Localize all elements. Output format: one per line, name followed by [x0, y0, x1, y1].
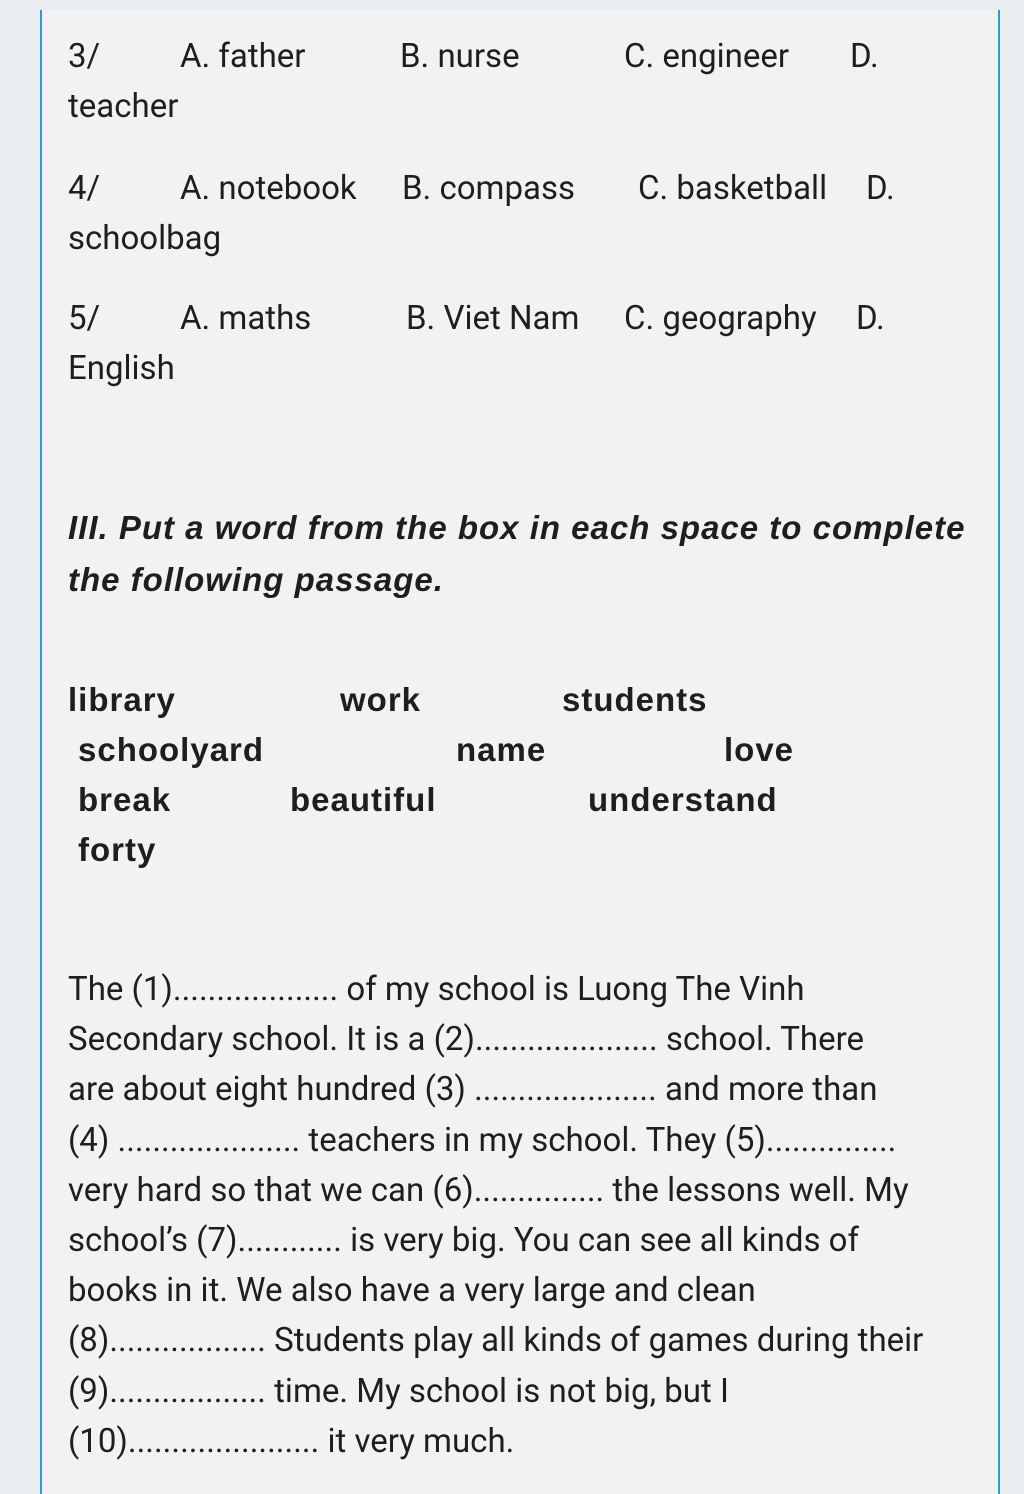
word-library: library: [68, 681, 176, 718]
option-d: D.: [866, 169, 895, 208]
word-schoolyard: schoolyard: [78, 731, 265, 768]
option-b: B. compass: [402, 169, 576, 208]
option-a: A. notebook: [180, 169, 357, 208]
section-heading: III. Put a word from the box in each space to complete the following passage.: [68, 509, 966, 598]
option-d: D.: [850, 37, 879, 76]
option-b: B. Viet Nam: [406, 299, 580, 338]
word-work: work: [340, 681, 422, 718]
document-page: [40, 10, 1000, 1494]
word-love: love: [724, 731, 795, 768]
option-a: A. father: [180, 37, 306, 76]
option-c: C. basketball: [638, 169, 828, 208]
option-d-continued: English: [68, 349, 175, 388]
option-b: B. nurse: [400, 37, 520, 76]
passage-line: Secondary school. It is a (2)..................... school. There: [68, 1020, 864, 1060]
passage-line: (9).................. time. My school is not big, but I: [68, 1371, 729, 1411]
option-d-continued: teacher: [68, 87, 179, 126]
passage-line: school’s (7)............ is very big. You can see all kinds of: [68, 1220, 859, 1260]
passage-line: books in it. We also have a very large and clean: [68, 1271, 756, 1311]
passage: [68, 965, 988, 1467]
word-forty: forty: [78, 831, 157, 868]
word-students: students: [562, 681, 708, 718]
passage-line: (4) ..................... teachers in my school. They (5)...............: [68, 1120, 897, 1160]
question-number: 5/: [68, 299, 101, 338]
question-number: 3/: [68, 37, 101, 76]
passage-line: The (1)................... of my school is Luong The Vinh: [68, 970, 805, 1009]
option-a: A. maths: [180, 299, 312, 338]
option-c: C. geography: [624, 299, 817, 338]
passage-line: are about eight hundred (3) ..................... and more than: [68, 1070, 878, 1110]
word-understand: understand: [588, 781, 778, 818]
option-c: C. engineer: [624, 37, 790, 76]
option-d-continued: schoolbag: [68, 219, 222, 258]
word-beautiful: beautiful: [290, 781, 437, 818]
word-break: break: [78, 781, 172, 818]
passage-line: very hard so that we can (6)............... the lessons well. My: [68, 1170, 909, 1210]
passage-line: (8).................. Students play all kinds of games during their: [68, 1321, 924, 1361]
word-name: name: [456, 731, 547, 768]
option-d: D.: [856, 299, 885, 338]
question-number: 4/: [68, 169, 101, 208]
passage-line: (10)...................... it very much.: [68, 1421, 515, 1461]
